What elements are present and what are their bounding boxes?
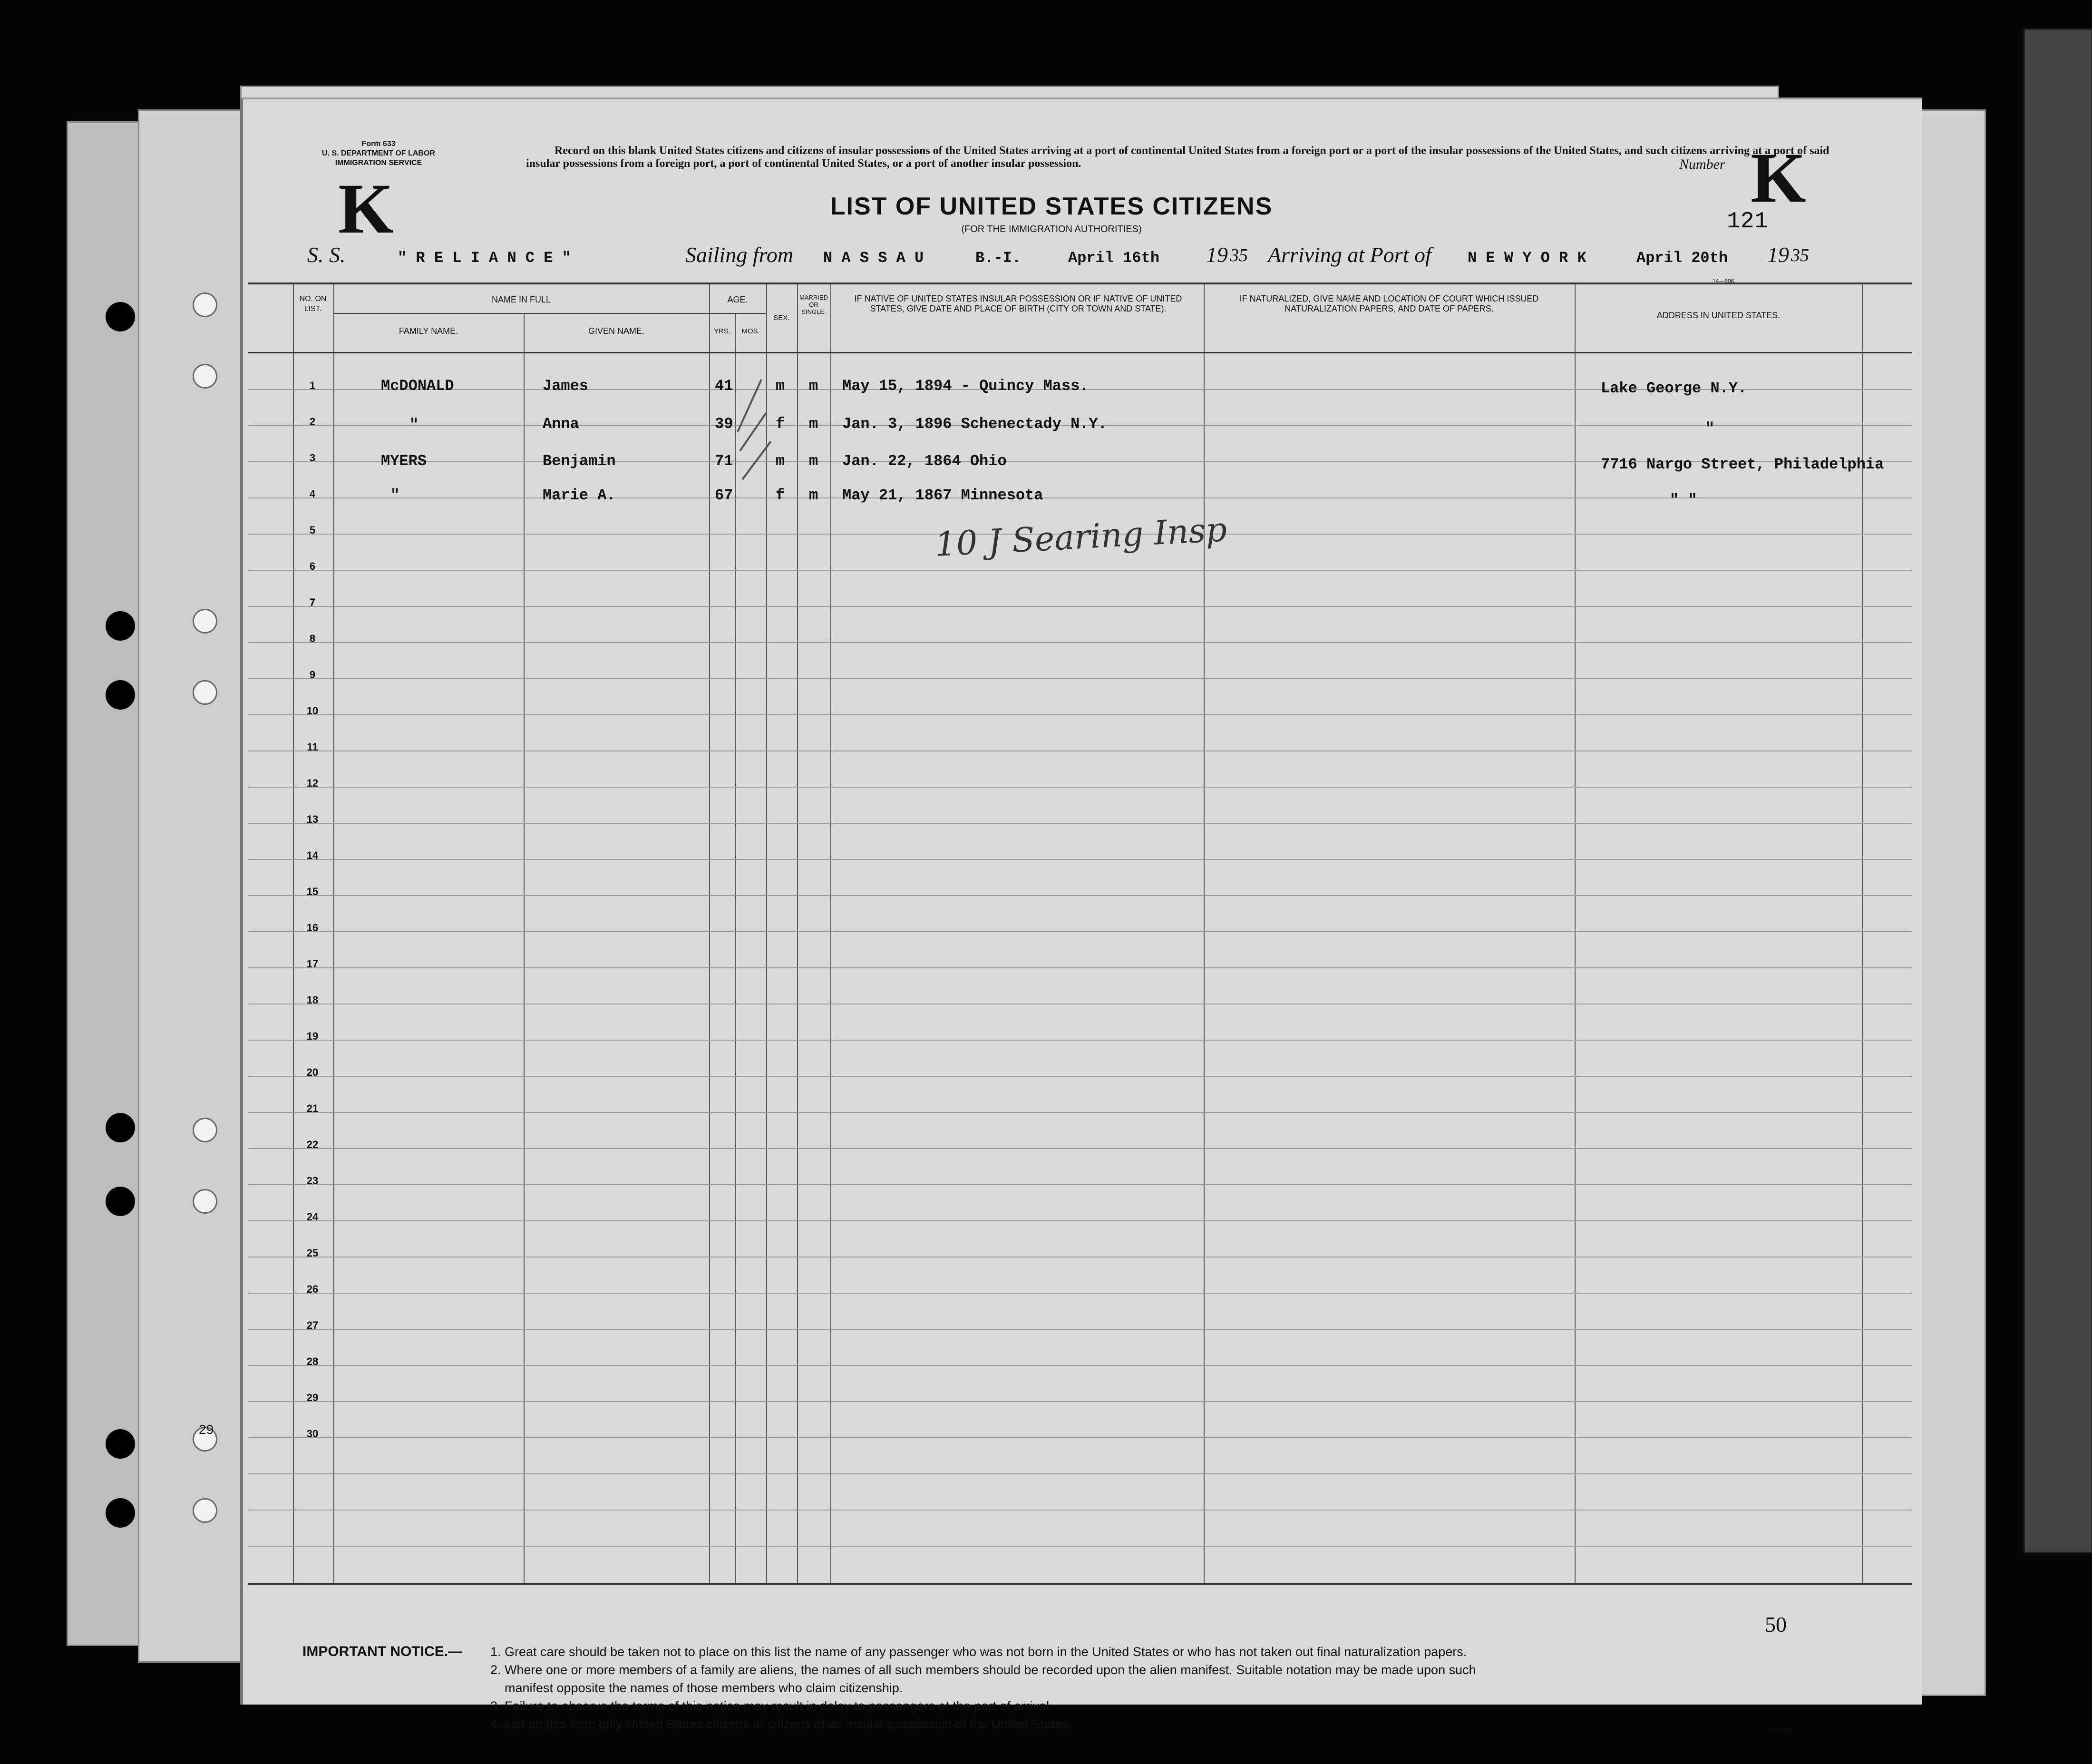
given-name: Benjamin xyxy=(543,452,616,470)
check-marks xyxy=(733,370,790,494)
binder-hole-light xyxy=(193,1498,217,1523)
from-region: B.-I. xyxy=(975,249,1022,267)
sex: f xyxy=(776,487,785,504)
family-name: " xyxy=(390,487,400,504)
row-rule xyxy=(248,606,1912,607)
left-page-number: 29 xyxy=(199,1422,214,1437)
row-number: 15 xyxy=(306,886,319,897)
inspector-signature: 10 J Searing Insp xyxy=(934,509,1228,565)
sailing-label: Sailing from xyxy=(685,243,794,267)
row-rule xyxy=(248,1293,1912,1294)
age-years: 39 xyxy=(715,415,733,433)
row-rule xyxy=(248,1040,1912,1041)
address: " " xyxy=(1670,491,1697,509)
row-number: 26 xyxy=(306,1283,319,1295)
address: 7716 Nargo Street, Philadelphia xyxy=(1601,456,1884,473)
list-number: 121 xyxy=(1727,209,1768,234)
row-number: 3 xyxy=(309,452,316,464)
row-number: 14 xyxy=(306,849,319,861)
manifest-sheet xyxy=(240,97,1922,1734)
row-rule xyxy=(248,967,1912,968)
row-rule xyxy=(248,1184,1912,1185)
sail-year: 35 xyxy=(1230,245,1248,265)
row-number: 22 xyxy=(306,1139,319,1150)
background-sheet-left-2 xyxy=(138,109,250,1663)
row-rule xyxy=(248,497,1912,498)
col-header-birth: IF NATIVE OF UNITED STATES INSULAR POSSESSION OR IF NATIVE OF UNITED STATES, GIVE DATE AND PLACE OF BIRTH (CITY OR TOWN AND STATE). xyxy=(854,294,1182,313)
ship-name: " R E L I A N C E " xyxy=(398,249,571,267)
form-number: Form 633 xyxy=(361,140,396,148)
binder-hole xyxy=(106,1113,135,1142)
row-rule xyxy=(248,931,1912,932)
row-number: 23 xyxy=(306,1175,319,1187)
birth-info: Jan. 22, 1864 Ohio xyxy=(842,452,1007,470)
row-number: 20 xyxy=(306,1066,319,1078)
sex: m xyxy=(776,452,785,470)
row-rule xyxy=(248,787,1912,788)
manifest-table xyxy=(248,283,1912,1585)
marital-status: m xyxy=(809,415,818,433)
row-rule xyxy=(248,1510,1912,1511)
row-number: 6 xyxy=(309,560,316,572)
row-number: 2 xyxy=(309,416,316,428)
row-rule xyxy=(248,678,1912,679)
col-header-given: GIVEN NAME. xyxy=(588,326,645,336)
family-name: " xyxy=(409,416,419,434)
col-header-yrs: YRS. xyxy=(713,327,730,335)
col-header-age: AGE. xyxy=(727,295,748,304)
row-rule xyxy=(248,1437,1912,1438)
row-rule xyxy=(248,1076,1912,1077)
arrive-date: April 20th xyxy=(1636,249,1728,267)
col-header-naturalized: IF NATURALIZED, GIVE NAME AND LOCATION OF COURT WHICH ISSUED NATURALIZATION PAPERS, AND DATE OF PAPERS. xyxy=(1239,294,1539,313)
notice-item-4: 4. List on this form only United States citizens or citizens of an insular possession of the United States. xyxy=(490,1717,1072,1731)
arriving-label: Arriving at Port of xyxy=(1268,243,1431,267)
col-header-mos: MOS. xyxy=(741,327,760,335)
notice-item-2: 2. Where one or more members of a family are aliens, the names of all such members should be recorded upon the alien manifest. Suitable notation may be made upon such xyxy=(490,1663,1476,1677)
row-number: 16 xyxy=(306,922,319,934)
age-years: 71 xyxy=(715,452,733,470)
page-title: LIST OF UNITED STATES CITIZENS xyxy=(830,193,1273,220)
address: Lake George N.Y. xyxy=(1601,380,1747,397)
row-rule xyxy=(248,750,1912,751)
row-number: 19 xyxy=(306,1030,319,1042)
age-years: 67 xyxy=(715,487,733,504)
row-number: 27 xyxy=(306,1319,319,1331)
column-rule xyxy=(1575,284,1576,1583)
row-rule xyxy=(248,1148,1912,1149)
row-number: 29 xyxy=(306,1392,319,1403)
page-number: 50 xyxy=(1765,1612,1787,1637)
row-rule xyxy=(248,1365,1912,1366)
birth-info: May 21, 1867 Minnesota xyxy=(842,487,1043,504)
column-rule xyxy=(524,313,525,1583)
row-number: 11 xyxy=(307,741,318,753)
address: " xyxy=(1705,420,1715,438)
form-letter: K xyxy=(338,169,394,248)
given-name: Anna xyxy=(543,415,579,433)
binder-hole xyxy=(106,1498,135,1528)
row-rule xyxy=(248,1473,1912,1474)
row-rule xyxy=(248,1329,1912,1330)
column-rule xyxy=(830,284,831,1583)
column-rule xyxy=(797,284,798,1583)
form-code-top: 14—606 xyxy=(1713,278,1734,284)
row-number: 8 xyxy=(309,633,316,644)
col-header-no: NO. ON LIST. xyxy=(299,295,327,313)
binder-hole xyxy=(106,611,135,641)
form-instruction: Record on this blank United States citizens and citizens of insular possessions of the United States arriving at a port of continental United States from a foreign port or a port of the insular possessions of the United States, and such citizens arriving at a port of said insular possessions from a foreign port, a port of continental United States, or a port of another insular possession. xyxy=(526,145,1829,170)
column-rule xyxy=(1204,284,1205,1583)
row-rule xyxy=(248,1220,1912,1221)
row-rule xyxy=(248,895,1912,896)
ss-label: S. S. xyxy=(307,243,346,267)
header-bottom-rule xyxy=(248,352,1912,353)
row-number: 12 xyxy=(306,777,319,789)
binder-hole xyxy=(106,1187,135,1216)
number-label: Number xyxy=(1679,156,1725,172)
row-number: 30 xyxy=(306,1428,319,1440)
marital-status: m xyxy=(809,452,818,470)
col-header-name: NAME IN FULL xyxy=(491,295,551,304)
col-header-address: ADDRESS IN UNITED STATES. xyxy=(1656,311,1781,320)
col-header-sex: SEX. xyxy=(773,314,790,322)
row-rule xyxy=(248,1112,1912,1113)
col-header-family: FAMILY NAME. xyxy=(399,326,458,336)
header-subrule xyxy=(709,313,766,314)
birth-info: May 15, 1894 - Quincy Mass. xyxy=(842,377,1089,395)
background-sheet-far-right xyxy=(2024,29,2092,1553)
binder-hole-light xyxy=(193,609,217,633)
service: IMMIGRATION SERVICE xyxy=(335,159,422,167)
sail-year-prefix: 19 xyxy=(1206,243,1228,267)
form-code-bottom: 14—606 xyxy=(1767,1726,1792,1734)
column-rule xyxy=(1862,284,1863,1583)
marital-status: m xyxy=(809,377,818,395)
row-number: 13 xyxy=(306,813,319,825)
header-subrule xyxy=(333,313,709,314)
row-rule xyxy=(248,714,1912,715)
arrive-year: 35 xyxy=(1791,245,1809,265)
column-rule xyxy=(293,284,294,1583)
notice-item-3: 3. Failure to observe the terms of this notice may result in delay to passengers at the port of arrival. xyxy=(490,1699,1053,1713)
notice-item-2-cont: manifest opposite the names of those members who claim citizenship. xyxy=(505,1681,903,1695)
row-number: 24 xyxy=(306,1211,319,1223)
binder-hole-light xyxy=(193,364,217,389)
binder-hole xyxy=(106,680,135,710)
binder-hole-light xyxy=(193,1189,217,1214)
column-rule xyxy=(333,284,334,1583)
row-number: 7 xyxy=(309,596,316,608)
binder-hole-light xyxy=(193,292,217,317)
row-number: 21 xyxy=(306,1102,319,1114)
to-port: N E W Y O R K xyxy=(1468,249,1586,267)
row-number: 25 xyxy=(306,1247,319,1259)
column-rule xyxy=(709,284,710,1583)
binder-hole xyxy=(106,302,135,331)
department: U. S. DEPARTMENT OF LABOR xyxy=(322,149,435,157)
row-number: 1 xyxy=(309,380,316,391)
row-number: 17 xyxy=(306,958,319,970)
notice-item-1: 1. Great care should be taken not to place on this list the name of any passenger who was not born in the United States or who has not taken out final naturalization papers. xyxy=(490,1645,1467,1659)
given-name: Marie A. xyxy=(543,487,616,504)
notice-heading: IMPORTANT NOTICE.— xyxy=(302,1644,463,1659)
binder-hole xyxy=(106,1429,135,1459)
page-subtitle: (FOR THE IMMIGRATION AUTHORITIES) xyxy=(961,224,1142,234)
row-rule xyxy=(248,642,1912,643)
row-number: 28 xyxy=(306,1355,319,1367)
row-number: 4 xyxy=(309,488,316,500)
row-number: 9 xyxy=(309,669,316,681)
row-number: 18 xyxy=(306,994,319,1006)
from-port: N A S S A U xyxy=(823,249,924,267)
number-letter: K xyxy=(1751,138,1806,217)
sex: f xyxy=(776,415,785,433)
row-rule xyxy=(248,823,1912,824)
age-years: 41 xyxy=(715,377,733,395)
sail-date: April 16th xyxy=(1068,249,1160,267)
row-rule xyxy=(248,1401,1912,1402)
sex: m xyxy=(776,377,785,395)
family-name: McDONALD xyxy=(381,377,454,395)
row-rule xyxy=(248,859,1912,860)
row-rule xyxy=(248,570,1912,571)
binder-hole-light xyxy=(193,1118,217,1142)
row-number: 10 xyxy=(306,705,319,717)
row-rule xyxy=(248,1546,1912,1547)
col-header-marital: MARRIED OR SINGLE. xyxy=(799,294,828,315)
binder-hole-light xyxy=(193,680,217,705)
row-number: 5 xyxy=(309,524,316,536)
column-rule xyxy=(735,313,736,1583)
family-name: MYERS xyxy=(381,452,427,470)
given-name: James xyxy=(543,377,589,395)
marital-status: m xyxy=(809,487,818,504)
arrive-year-prefix: 19 xyxy=(1767,243,1789,267)
birth-info: Jan. 3, 1896 Schenectady N.Y. xyxy=(842,415,1107,433)
